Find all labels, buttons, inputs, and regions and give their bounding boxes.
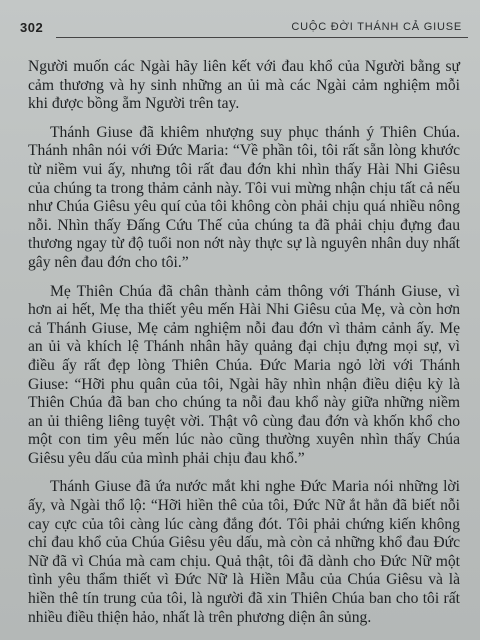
page-header xyxy=(20,18,468,40)
paragraph-2: Thánh Giuse đã khiêm nhượng suy phục thánh ý Thiên Chúa. Thánh nhân nói với Đức Maria: “Về phần tôi, tôi rất sẵn lòng khước từ niềm vui ấy, nhưng tôi rất đau đớn khi nhìn thấy Hài Nhi Giêsu của chúng ta trong thảm cảnh này. Tôi vui mừng nhận chịu tất cả nếu như Chúa Giêsu yêu quí của tôi không còn phải chịu quá nhiều nông nỗi. Nhìn thấy Đấng Cứu Thế của chúng ta đã phải chịu đựng đau thương ngay từ độ tuổi non nớt này thực sự là nguyên nhân duy nhất gây nên đau đớn cho tôi.” xyxy=(28,123,460,271)
header-rule xyxy=(56,37,468,38)
page-number: 302 xyxy=(20,20,44,35)
paragraph-1: Người muốn các Ngài hãy liên kết với đau khổ của Người bằng sự cảm thương và hy sinh những an ủi mà các Ngài cảm nghiệm mỗi khi được bồng ẵm Người trên tay. xyxy=(28,58,460,113)
paragraph-3: Mẹ Thiên Chúa đã chân thành cảm thông với Thánh Giuse, vì hơn ai hết, Mẹ tha thiết yêu mến Hài Nhi Giêsu của Mẹ, và còn hơn cả Thánh Giuse, Mẹ cảm nghiệm nỗi đau đớn vì thảm cảnh ấy. Mẹ an ủi và khích lệ Thánh nhân hãy quảng đại chịu đựng mọi sự, vì điều ấy rất đẹp lòng Thiên Chúa. Đức Maria ngỏ lời với Thánh Giuse: “Hỡi phu quân của tôi, Ngài hãy nhìn nhận điều diệu kỳ là Thiên Chúa đã ban cho chúng ta nỗi đau khổ này giữa những niềm an ủi thiêng liêng tuyệt vời. Thật vô cùng đau đớn và khốn khổ cho một con tim yêu mến lúc nào cũng thường xuyên nhìn thấy Chúa Giêsu yêu dấu của mình phải chịu đau khổ.” xyxy=(28,282,460,467)
running-title: CUỘC ĐỜI THÁNH CẢ GIUSE xyxy=(291,21,462,33)
paragraph-4: Thánh Giuse đã ứa nước mắt khi nghe Đức Maria nói những lời ấy, và Ngài thổ lộ: “Hỡi hiền thê của tôi, Đức Nữ ắt hẳn đã biết nỗi cay cực của tôi càng lúc càng đắng đót. Tôi phải chứng kiến không chỉ đau khổ của Chúa Giêsu yêu dấu, mà còn cả những khổ đau Đức Nữ đã vì Chúa mà cam chịu. Quả thật, tôi đã dành cho Đức Nữ một tình yêu thẩm thiết vì Đức Nữ là Hiền Mẫu của Chúa Giêsu và là hiền thê tín trung của tôi, là người đã xin Thiên Chúa ban cho tôi rất nhiều điều thiện hảo, nhất là trên phương diện ân sủng. xyxy=(28,478,460,626)
body-text xyxy=(28,58,460,637)
